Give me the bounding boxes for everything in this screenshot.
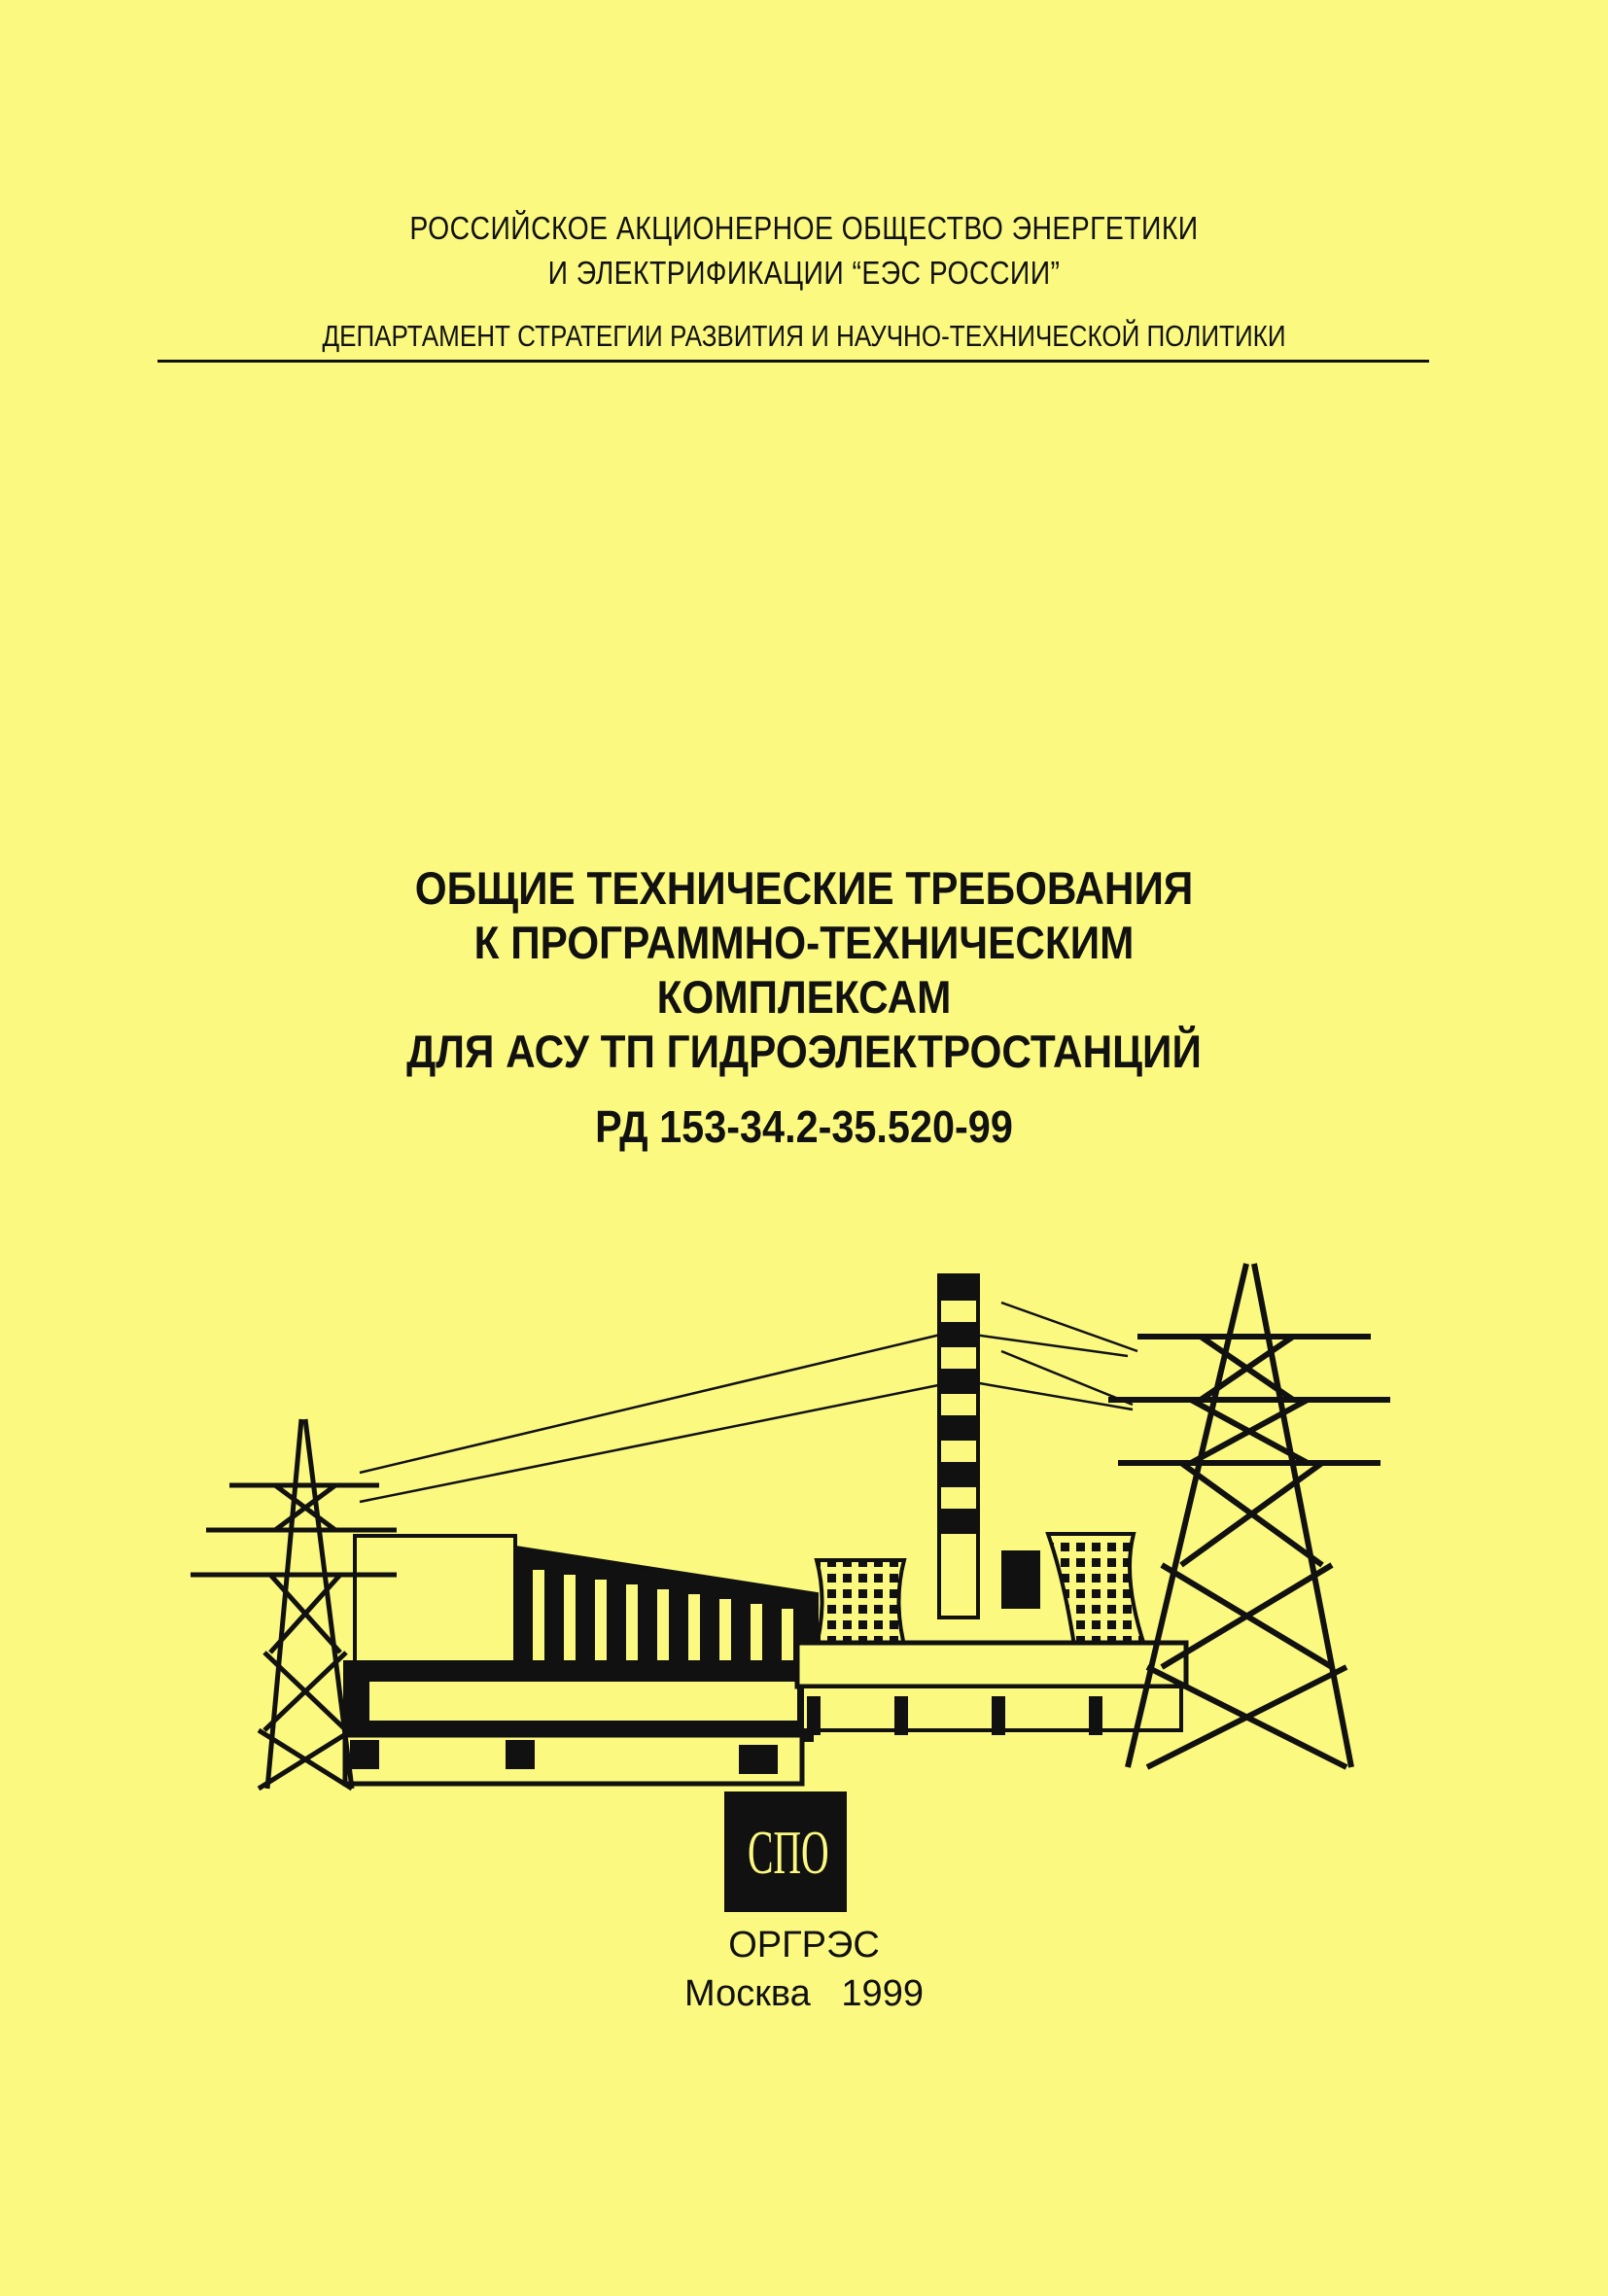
title-line-3: КОМПЛЕКСАМ bbox=[656, 971, 952, 1023]
title-line-4: ДЛЯ АСУ ТП ГИДРОЭЛЕКТРОСТАНЦИЙ bbox=[406, 1026, 1202, 1077]
spo-logo bbox=[724, 1792, 847, 1912]
spo-logo-text: СПО bbox=[747, 1818, 829, 1887]
publisher-name: ОРГРЭС bbox=[728, 1925, 880, 1966]
chimney-icon bbox=[939, 1275, 978, 1618]
cooling-tower-small-icon bbox=[815, 1560, 906, 1652]
title-line-1: ОБЩИЕ ТЕХНИЧЕСКИЕ ТРЕБОВАНИЯ bbox=[414, 862, 1194, 914]
organization-line-1: РОССИЙСКОЕ АКЦИОНЕРНОЕ ОБЩЕСТВО ЭНЕРГЕТИКИ bbox=[409, 210, 1199, 246]
title-line-2: К ПРОГРАММНО-ТЕХНИЧЕСКИМ bbox=[473, 917, 1135, 968]
power-lines-icon bbox=[360, 1303, 1137, 1502]
city-and-year: Москва 1999 bbox=[684, 1973, 924, 2014]
organization-line-2: И ЭЛЕКТРИФИКАЦИИ “ЕЭС РОССИИ” bbox=[547, 255, 1061, 291]
document-code: РД 153-34.2-35.520-99 bbox=[595, 1101, 1013, 1152]
department-name: ДЕПАРТАМЕНТ СТРАТЕГИИ РАЗВИТИЯ И НАУЧНО-ТЕХНИЧЕСКОЙ ПОЛИТИКИ bbox=[322, 319, 1286, 353]
